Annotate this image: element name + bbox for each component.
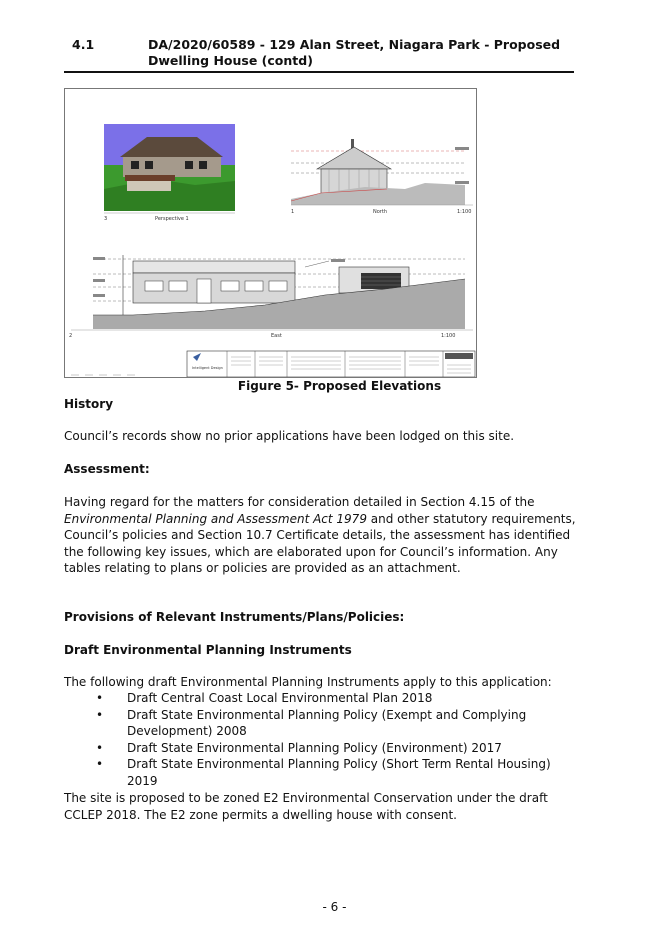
provisions-heading: Provisions of Relevant Instruments/Plans/Policies:	[64, 610, 405, 624]
header-rule	[64, 71, 574, 73]
list-item: • Draft State Environmental Planning Policy (Exempt and Complying Development) 2008	[64, 707, 584, 740]
elevations-figure	[64, 88, 477, 378]
assessment-text-after: and other statutory requirements, Council’s policies and Section 10.7 Certificate details, the assessment has identified the following key issues, which are elaborated upon for Council’s information. Any tables relating to plans or policies are provided as an attachment.	[64, 511, 576, 575]
perspective-number: 3	[104, 216, 108, 222]
assessment-heading: Assessment:	[64, 462, 150, 476]
draft-instruments-intro: The following draft Environmental Planning Instruments apply to this application:	[64, 675, 552, 689]
firm-name: Intelligent Design	[192, 366, 223, 370]
list-item: • Draft State Environmental Planning Policy (Environment) 2017	[64, 740, 584, 757]
north-elevation	[291, 139, 469, 205]
draft-instruments-list	[64, 690, 584, 789]
assessment-text-before: Having regard for the matters for consideration detailed in Section 4.15 of the	[64, 495, 535, 509]
east-scale: 1:100	[441, 333, 456, 339]
title-block	[71, 351, 475, 377]
figure-caption-text: Figure 5- Proposed Elevations	[237, 379, 442, 393]
elevations-drawing	[65, 89, 476, 377]
assessment-paragraph	[64, 494, 582, 577]
north-label: North	[373, 209, 387, 215]
perspective-render	[104, 124, 235, 211]
list-item: • Draft State Environmental Planning Policy (Short Term Rental Housing) 2019	[64, 756, 584, 789]
draft-instruments-heading: Draft Environmental Planning Instruments	[64, 643, 352, 657]
north-number: 1	[291, 209, 295, 215]
header-title: DA/2020/60589 - 129 Alan Street, Niagara Park - Proposed Dwelling House (contd)	[148, 37, 561, 68]
north-scale: 1:100	[457, 209, 472, 215]
history-heading: History	[64, 397, 114, 411]
history-text: Council’s records show no prior applications have been lodged on this site.	[64, 429, 515, 443]
east-number: 2	[69, 333, 73, 339]
page-number: - 6 -	[322, 900, 347, 914]
list-item: • Draft Central Coast Local Environmental Plan 2018	[64, 690, 584, 707]
east-elevation	[93, 255, 465, 329]
zoning-text: The site is proposed to be zoned E2 Environmental Conservation under the draft CCLEP 2018. The E2 zone permits a dwelling house with consent.	[64, 791, 548, 822]
perspective-label: Perspective 1	[155, 216, 189, 222]
act-name: Environmental Planning and Assessment Act 1979	[64, 511, 367, 526]
east-label: East	[271, 333, 282, 339]
header-number: 4.1	[72, 37, 95, 52]
figure-caption	[0, 379, 669, 393]
